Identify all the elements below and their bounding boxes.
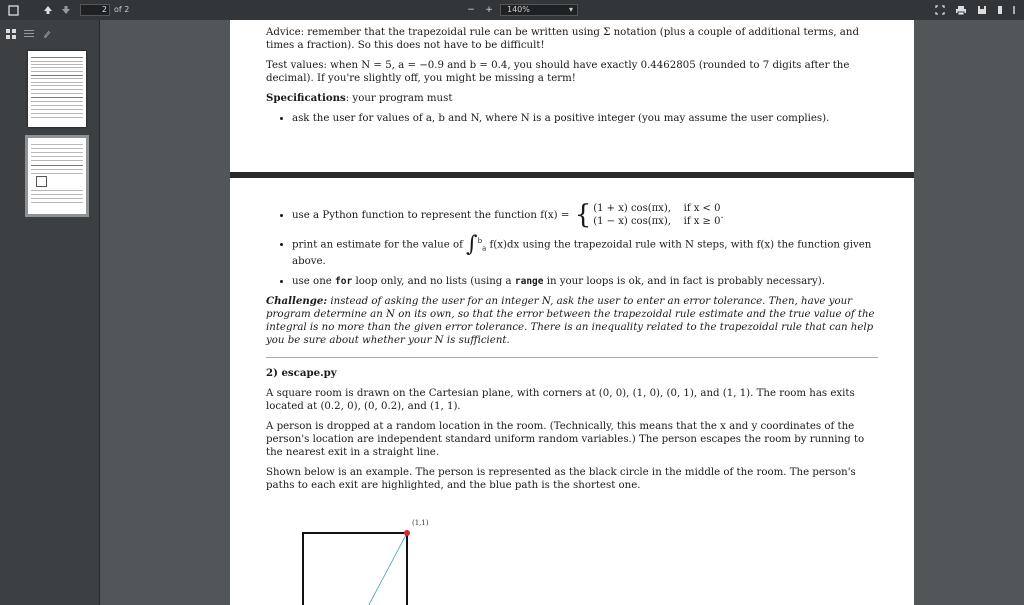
section-divider — [266, 357, 878, 358]
case2-expr: (1 − x) cos(πx), — [593, 216, 671, 227]
escape-room-diagram — [266, 503, 466, 605]
bullet-ask-user: • ask the user for values of a, b and N, where N is a positive integer (you may assume the user complies). — [292, 112, 878, 125]
loop-prefix: use one — [292, 276, 332, 288]
pdf-toolbar — [0, 0, 1024, 20]
section-title — [266, 367, 878, 380]
more-options-icon[interactable] — [1010, 3, 1018, 17]
advice-paragraph: Advice: remember that the trapezoidal rule can be written using Σ notation (plus a couple of additional terms, and times a fraction). So this does not have to be difficult! — [266, 27, 859, 51]
zoom-select[interactable] — [500, 4, 578, 16]
page-number-input[interactable]: 2 — [80, 4, 110, 16]
challenge-text: instead of asking the user for an integer N, ask the user to enter an error tolerance. Then, have your program determine an N on its own, so that the error between the trapezoidal rule estimate and the true value of the integral is no more than the given error tolerance. There is an inequality related to the trapezoidal rule that can help you be sure about whether your N is sufficient. — [266, 296, 875, 347]
bullet-print — [292, 231, 878, 268]
page-thumbnail-1[interactable] — [28, 51, 86, 127]
print-prefix: print an estimate for the value of — [292, 239, 463, 251]
attachments-view-icon[interactable] — [42, 24, 52, 43]
challenge-paragraph — [266, 295, 878, 347]
thumbnail-sidebar — [0, 20, 100, 605]
previous-page-icon[interactable] — [42, 3, 54, 17]
sidebar-tabs — [6, 24, 52, 43]
person-paragraph: A person is dropped at a random location in the room. (Technically, this means that the x and y coordinates of the person's location are independent standard uniform random variables.) The person escapes the room by running to the nearest exit in a straight line. — [266, 421, 865, 459]
section-title-text: 2) escape.py — [266, 367, 337, 380]
loop-mid: loop only, and no lists (using a — [355, 276, 512, 288]
page-total-label: of 2 — [114, 5, 130, 14]
function-suffix: . — [720, 209, 724, 221]
zoom-value: 140% — [507, 5, 530, 14]
piecewise-function — [573, 202, 724, 228]
brace: { — [574, 200, 592, 230]
chevron-down-icon: ▾ — [568, 5, 573, 14]
spec-label: Specifications — [266, 92, 346, 104]
zoom-in-button[interactable]: + — [485, 5, 493, 15]
corner-label: (1,1) — [412, 519, 429, 527]
page-thumbnail-2[interactable] — [28, 138, 86, 214]
function-prefix: use a Python function to represent the function f(x) = — [292, 210, 570, 221]
print-suffix: using the trapezoidal rule with N steps, with f(x) the function given above. — [292, 239, 872, 268]
spec-list-continued — [266, 202, 878, 288]
bullet-function — [292, 202, 878, 228]
specifications-heading — [266, 92, 878, 105]
case2-cond: if x ≥ 0 — [683, 216, 721, 227]
spec-list — [266, 112, 878, 125]
next-page-icon[interactable] — [60, 3, 72, 17]
bookmark-icon[interactable] — [996, 3, 1004, 17]
thumbnails-view-icon[interactable] — [6, 24, 16, 43]
room-square — [303, 533, 407, 605]
exit-marker — [404, 530, 410, 536]
shortest-path — [354, 533, 407, 605]
save-icon[interactable] — [976, 3, 988, 17]
challenge-label: Challenge: — [266, 295, 328, 308]
fullscreen-icon[interactable] — [934, 3, 946, 17]
integrand: f(x)dx — [489, 239, 520, 251]
case1-cond: if x < 0 — [683, 203, 721, 214]
print-icon[interactable] — [954, 3, 968, 17]
example-paragraph: Shown below is an example. The person is represented as the black circle in the middle of the room. The person's paths to each exit are highlighted, and the blue path is the shortest one. — [266, 467, 856, 492]
spec-rest: : your program must — [345, 93, 453, 104]
room-paragraph: A square room is drawn on the Cartesian plane, with corners at (0, 0), (1, 0), (0, 1), and (1, 1). The room has exits located at (0.2, 0), (0, 0.2), and (1, 1). — [266, 388, 855, 413]
integral-upper: b — [477, 237, 483, 245]
pdf-page-1 — [230, 20, 914, 172]
sidebar-toggle-icon[interactable] — [6, 3, 20, 17]
integral-lower: a — [482, 244, 487, 253]
case1-expr: (1 + x) cos(πx), — [593, 203, 671, 214]
code-range: range — [514, 276, 544, 288]
test-values-paragraph: Test values: when N = 5, a = −0.9 and b = 0.4, you should have exactly 0.4462805 (rounded to 7 digits after the decimal). If you're slightly off, you might be missing a term! — [266, 60, 850, 84]
pdf-page-2 — [230, 178, 914, 605]
outline-view-icon[interactable] — [24, 24, 34, 43]
zoom-out-button[interactable]: − — [467, 5, 475, 15]
bullet-loop — [292, 275, 878, 288]
document-viewer[interactable] — [100, 20, 1024, 605]
code-for: for — [335, 276, 353, 288]
integral-sign: ∫ — [466, 231, 478, 257]
loop-suffix: in your loops is ok, and in fact is probably necessary). — [546, 276, 826, 288]
